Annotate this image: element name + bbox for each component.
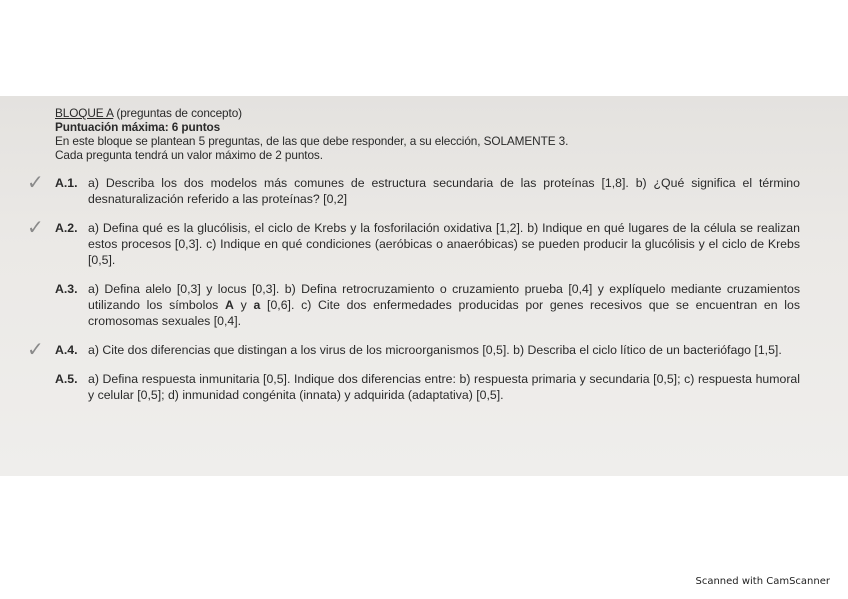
- question-id: A.1.: [55, 176, 78, 190]
- instructions-line-1: En este bloque se plantean 5 preguntas, de las que debe responder, a su elección, SOLAMENTE 3.: [55, 134, 569, 148]
- question-a4: [27, 337, 800, 361]
- scanner-watermark: Scanned with CamScanner: [695, 576, 830, 587]
- question-a2: [27, 215, 800, 268]
- question-id: A.5.: [55, 372, 78, 386]
- symbol-recessive: a: [253, 298, 261, 312]
- block-title-rest: (preguntas de concepto): [113, 106, 242, 120]
- question-text: a) Cite dos diferencias que distingan a los virus de los microorganismos [0,5]. b) Describa el ciclo lítico de un bacteriófago [1,5].: [88, 343, 782, 357]
- instructions-line-2: Cada pregunta tendrá un valor máximo de 2 puntos.: [55, 148, 323, 162]
- question-text: a) Defina qué es la glucólisis, el ciclo de Krebs y la fosforilación oxidativa [1,2]. b) Indique en qué lugares de la célula se realizan estos procesos [0,3]. c) Indique en qué condiciones (aeróbicas o anaeróbicas) se pueden producir la glucólisis y el ciclo de Krebs [0,5].: [88, 221, 800, 267]
- question-a1: [27, 170, 800, 207]
- question-text: a) Defina alelo [0,3] y locus [0,3]. b) Defina retrocruzamiento o cruzamiento prueba [0,4] y explíquelo mediante cruzamientos utilizando los símbolos A y a [0,6]. c) Cite dos enfermedades producidas por genes recesivos que se encuentran en los cromosomas sexuales [0,4].: [88, 282, 800, 328]
- question-id: A.4.: [55, 343, 78, 357]
- checkmark-icon: ✓: [27, 337, 44, 361]
- question-text: a) Defina respuesta inmunitaria [0,5]. Indique dos diferencias entre: b) respuesta primaria y secundaria [0,5]; c) respuesta humoral y celular [0,5]; d) inmunidad congénita (innata) y adquirida (adaptativa) [0,5].: [88, 372, 800, 402]
- question-a5: [55, 371, 800, 403]
- question-text: a) Describa los dos modelos más comunes de estructura secundaria de las proteínas [1,8]. b) ¿Qué significa el término desnaturalización referido a las proteínas? [0,2]: [88, 176, 800, 206]
- question-id: A.3.: [55, 282, 78, 296]
- question-a3: [55, 281, 800, 329]
- block-title: [55, 106, 800, 120]
- exam-block: [27, 106, 800, 403]
- question-id: A.2.: [55, 221, 78, 235]
- checkmark-icon: ✓: [27, 170, 44, 194]
- checkmark-icon: ✓: [27, 215, 44, 239]
- block-header: [55, 106, 800, 162]
- max-score: Puntuación máxima: 6 puntos: [55, 120, 221, 134]
- block-title-underlined: BLOQUE A: [55, 106, 114, 120]
- symbol-dominant: A: [225, 298, 234, 312]
